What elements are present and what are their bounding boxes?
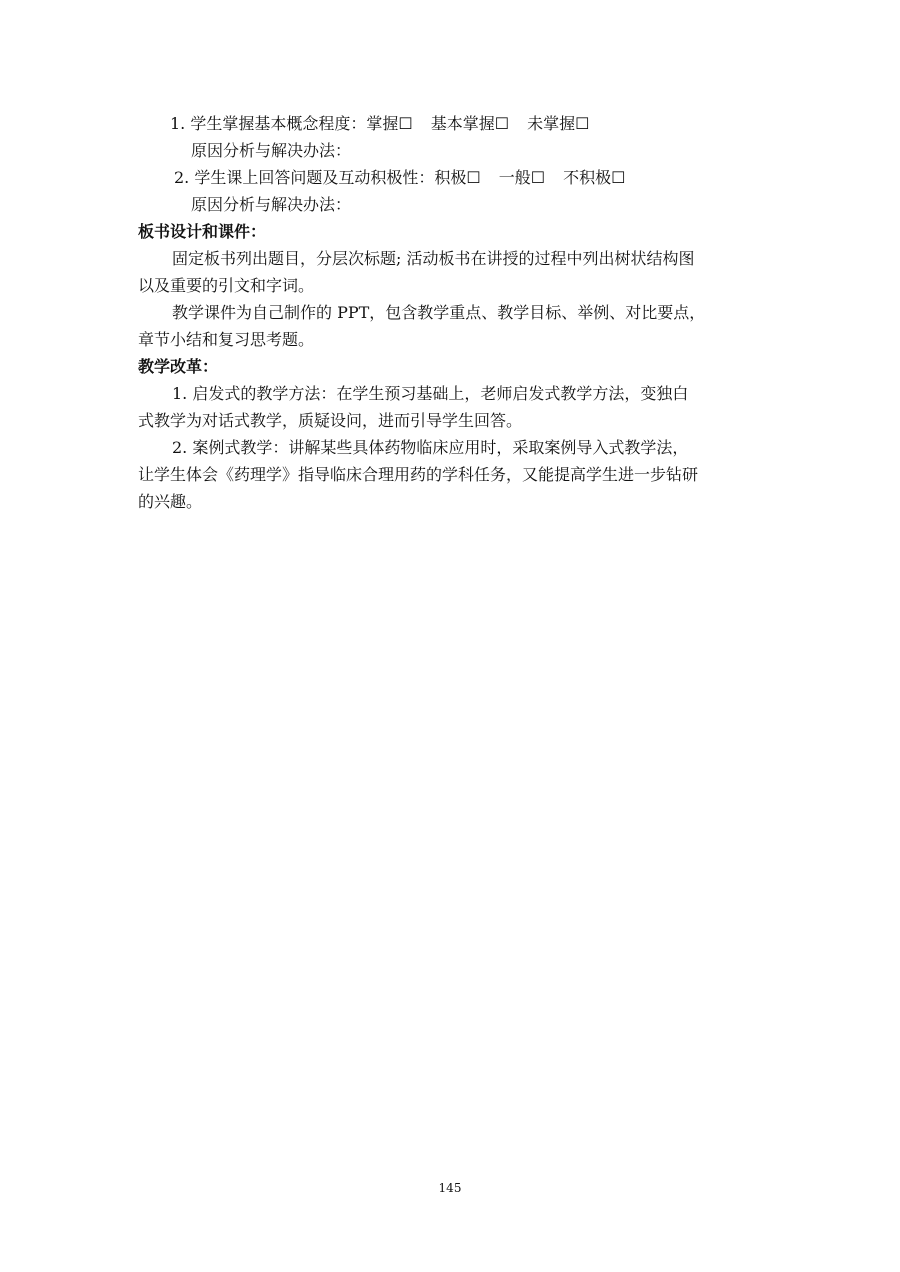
evaluation-item-1	[170, 114, 589, 134]
item-2-label: 学生课上回答问题及互动积极性：	[194, 168, 435, 187]
item-1-option-mastered: 掌握☐	[366, 114, 413, 133]
reform-paragraph-1-line-2: 式教学为对话式教学，质疑设问，进而引导学生回答。	[138, 411, 523, 430]
item-2-number: 2.	[174, 168, 190, 187]
board-design-paragraph-2-line-1: 教学课件为自己制作的 PPT，包含教学重点、教学目标、举例、对比要点，	[172, 303, 706, 322]
evaluation-item-2	[174, 168, 625, 188]
reform-paragraph-1-line-1: 1. 启发式的教学方法：在学生预习基础上，老师启发式教学方法，变独白	[172, 384, 689, 403]
board-design-paragraph-1-line-2: 以及重要的引文和字词。	[138, 276, 315, 295]
reform-heading: 教学改革：	[138, 357, 219, 376]
board-design-paragraph-2-line-2: 章节小结和复习思考题。	[138, 330, 315, 349]
page-number: 145	[438, 1181, 462, 1195]
reform-paragraph-2-line-1: 2. 案例式教学：讲解某些具体药物临床应用时，采取案例导入式教学法，	[172, 438, 689, 457]
item-1-option-basically-mastered: 基本掌握☐	[430, 114, 510, 133]
item-1-option-not-mastered: 未掌握☐	[527, 114, 590, 133]
item-2-option-active: 积极☐	[434, 168, 481, 187]
item-1-analysis: 原因分析与解决办法：	[191, 141, 352, 160]
item-1-number: 1.	[170, 114, 186, 133]
item-2-analysis: 原因分析与解决办法：	[191, 195, 352, 214]
item-1-label: 学生掌握基本概念程度：	[190, 114, 367, 133]
reform-paragraph-2-line-3: 的兴趣。	[138, 492, 203, 511]
item-2-option-average: 一般☐	[498, 168, 546, 187]
reform-paragraph-2-line-2: 让学生体会《药理学》指导临床合理用药的学科任务，又能提高学生进一步钻研	[138, 465, 699, 484]
board-design-heading: 板书设计和课件：	[138, 222, 267, 241]
board-design-paragraph-1-line-1: 固定板书列出题目，分层次标题; 活动板书在讲授的过程中列出树状结构图	[172, 249, 695, 268]
item-2-option-inactive: 不积极☐	[563, 168, 626, 187]
